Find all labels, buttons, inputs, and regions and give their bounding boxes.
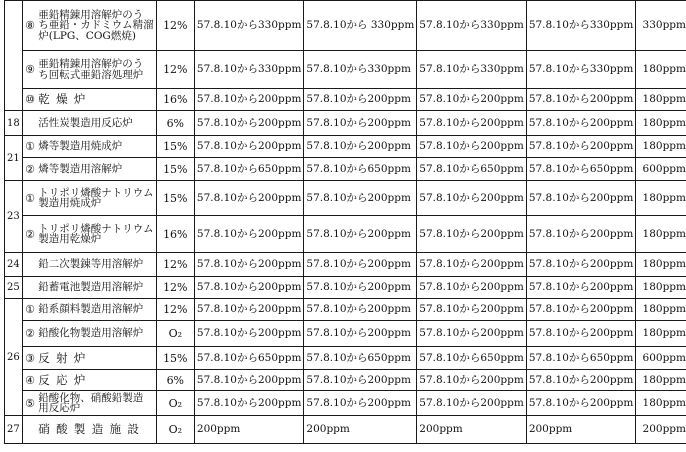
facility-name-cell: トリポリ燐酸ナトリウム製造用焼成炉 xyxy=(37,181,156,216)
facility-name-cell: 鉛蓄電池製造用溶解炉 xyxy=(37,277,156,299)
oxygen-standard-cell: 12% xyxy=(156,277,194,299)
facility-name-cell: 反応炉 xyxy=(37,370,156,391)
facility-name-cell: 燐等製造用焼成炉 xyxy=(37,136,156,158)
facility-name-cell: 鉛二次製錬等用溶解炉 xyxy=(37,253,156,277)
limit-value-cell: 57.8.10から200ppm xyxy=(304,321,417,347)
limit-value-cell: 57.8.10から200ppm xyxy=(526,89,636,111)
limit-value-cell: 57.8.10から330ppm xyxy=(417,1,527,51)
limit-value-cell: 180ppm xyxy=(636,181,686,216)
limit-value-cell: 57.8.10から200ppm xyxy=(194,321,304,347)
limit-value-cell: 180ppm xyxy=(636,111,686,136)
facility-name-cell: 反射炉 xyxy=(37,347,156,370)
table-row xyxy=(5,216,686,253)
limit-value-cell: 57.8.10から330ppm xyxy=(526,1,636,51)
limit-value-cell: 57.8.10から200ppm xyxy=(304,181,417,216)
limit-value-cell: 57.8.10から200ppm xyxy=(526,370,636,391)
limit-value-cell: 57.8.10から200ppm xyxy=(526,391,636,416)
sub-number-cell: ④ xyxy=(22,370,37,391)
oxygen-standard-cell: 15% xyxy=(156,181,194,216)
limit-value-cell: 57.8.10から200ppm xyxy=(526,216,636,253)
limit-value-cell: 57.8.10から200ppm xyxy=(194,181,304,216)
facility-name-cell: 乾燥炉 xyxy=(37,89,156,111)
limit-value-cell: 180ppm xyxy=(636,321,686,347)
sub-number-cell: ③ xyxy=(22,347,37,370)
limit-value-cell: 57.8.10から650ppm xyxy=(304,158,417,181)
limit-value-cell: 57.8.10から200ppm xyxy=(304,391,417,416)
table-row xyxy=(5,391,686,416)
limit-value-cell: 57.8.10から200ppm xyxy=(417,216,527,253)
sub-number-cell xyxy=(22,111,37,136)
limit-value-cell: 57.8.10から650ppm xyxy=(194,347,304,370)
oxygen-standard-cell: 15% xyxy=(156,158,194,181)
limit-value-cell: 57.8.10から200ppm xyxy=(526,181,636,216)
facility-name-cell: 燐等製造用溶解炉 xyxy=(37,158,156,181)
limit-value-cell: 57.8.10から330ppm xyxy=(417,51,527,89)
limit-value-cell: 57.8.10から200ppm xyxy=(526,277,636,299)
table-row xyxy=(5,347,686,370)
limit-value-cell: 57.8.10から200ppm xyxy=(304,277,417,299)
limit-value-cell: 180ppm xyxy=(636,253,686,277)
facility-name-cell: 鉛酸化物製造用溶解炉 xyxy=(37,321,156,347)
item-number-cell: 21 xyxy=(5,136,23,181)
limit-value-cell: 180ppm xyxy=(636,370,686,391)
limit-value-cell: 200ppm xyxy=(194,416,304,444)
oxygen-standard-cell: O₂ xyxy=(156,416,194,444)
sub-number-cell: ① xyxy=(22,181,37,216)
table-row xyxy=(5,89,686,111)
oxygen-standard-cell: O₂ xyxy=(156,391,194,416)
table-row xyxy=(5,321,686,347)
limit-value-cell: 57.8.10から650ppm xyxy=(194,158,304,181)
oxygen-standard-cell: 15% xyxy=(156,347,194,370)
facility-name-cell: 亜鉛精錬用溶解炉のうち亜鉛・カドミウム精溜炉(LPG、COG燃焼) xyxy=(37,1,156,51)
limit-value-cell: 57.8.10から200ppm xyxy=(417,89,527,111)
limit-value-cell: 180ppm xyxy=(636,216,686,253)
limit-value-cell: 57.8.10から200ppm xyxy=(194,299,304,321)
oxygen-standard-cell: 12% xyxy=(156,253,194,277)
limit-value-cell: 57.8.10から 330ppm xyxy=(304,1,417,51)
limit-value-cell: 57.8.10から200ppm xyxy=(194,89,304,111)
item-number-cell: 24 xyxy=(5,253,23,277)
limit-value-cell: 57.8.10から650ppm xyxy=(417,158,527,181)
limit-value-cell: 57.8.10から650ppm xyxy=(304,347,417,370)
limit-value-cell: 57.8.10から200ppm xyxy=(417,370,527,391)
facility-name-cell: 活性炭製造用反応炉 xyxy=(37,111,156,136)
limit-value-cell: 57.8.10から200ppm xyxy=(417,111,527,136)
limit-value-cell: 57.8.10から200ppm xyxy=(304,299,417,321)
limit-value-cell: 180ppm xyxy=(636,391,686,416)
limit-value-cell: 57.8.10から330ppm xyxy=(526,51,636,89)
table-row xyxy=(5,158,686,181)
sub-number-cell xyxy=(22,277,37,299)
table-row xyxy=(5,370,686,391)
limit-value-cell: 57.8.10から650ppm xyxy=(526,158,636,181)
facility-name-cell: 鉛酸化物、硝酸鉛製造用反応炉 xyxy=(37,391,156,416)
limit-value-cell: 57.8.10から200ppm xyxy=(417,136,527,158)
item-number-cell: 23 xyxy=(5,181,23,253)
item-number-cell: 18 xyxy=(5,111,23,136)
limit-value-cell: 57.8.10から200ppm xyxy=(417,321,527,347)
limit-value-cell: 57.8.10から200ppm xyxy=(304,216,417,253)
table-row xyxy=(5,111,686,136)
item-number-cell xyxy=(5,1,23,111)
limit-value-cell: 57.8.10から200ppm xyxy=(417,299,527,321)
facility-name-cell: 鉛系顔料製造用溶解炉 xyxy=(37,299,156,321)
facility-name-cell: トリポリ燐酸ナトリウム製造用乾燥炉 xyxy=(37,216,156,253)
limit-value-cell: 180ppm xyxy=(636,51,686,89)
limit-value-cell: 200ppm xyxy=(417,416,527,444)
limit-value-cell: 57.8.10から330ppm xyxy=(194,51,304,89)
limit-value-cell: 57.8.10から200ppm xyxy=(417,181,527,216)
emission-standards-table xyxy=(4,0,686,444)
limit-value-cell: 57.8.10から330ppm xyxy=(304,51,417,89)
limit-value-cell: 57.8.10から200ppm xyxy=(194,253,304,277)
sub-number-cell: ⑤ xyxy=(22,391,37,416)
sub-number-cell xyxy=(22,253,37,277)
limit-value-cell: 57.8.10から330ppm xyxy=(194,1,304,51)
table-row xyxy=(5,1,686,51)
sub-number-cell: ⑧ xyxy=(22,1,37,51)
oxygen-standard-cell: 12% xyxy=(156,51,194,89)
oxygen-standard-cell: 12% xyxy=(156,1,194,51)
oxygen-standard-cell: 12% xyxy=(156,299,194,321)
limit-value-cell: 180ppm xyxy=(636,299,686,321)
oxygen-standard-cell: 16% xyxy=(156,89,194,111)
limit-value-cell: 200ppm xyxy=(304,416,417,444)
limit-value-cell: 57.8.10から200ppm xyxy=(194,216,304,253)
table-row xyxy=(5,253,686,277)
limit-value-cell: 57.8.10から200ppm xyxy=(304,253,417,277)
limit-value-cell: 57.8.10から650ppm xyxy=(526,347,636,370)
limit-value-cell: 57.8.10から200ppm xyxy=(304,136,417,158)
sub-number-cell: ① xyxy=(22,136,37,158)
sub-number-cell: ⑩ xyxy=(22,89,37,111)
limit-value-cell: 180ppm xyxy=(636,277,686,299)
limit-value-cell: 57.8.10から200ppm xyxy=(194,111,304,136)
limit-value-cell: 180ppm xyxy=(636,136,686,158)
limit-value-cell: 57.8.10から200ppm xyxy=(526,299,636,321)
limit-value-cell: 57.8.10から200ppm xyxy=(526,111,636,136)
limit-value-cell: 330ppm xyxy=(636,1,686,51)
item-number-cell: 25 xyxy=(5,277,23,299)
item-number-cell: 26 xyxy=(5,299,23,416)
sub-number-cell xyxy=(22,416,37,444)
oxygen-standard-cell: 6% xyxy=(156,370,194,391)
sub-number-cell: ② xyxy=(22,216,37,253)
oxygen-standard-cell: O₂ xyxy=(156,321,194,347)
limit-value-cell: 57.8.10から200ppm xyxy=(526,253,636,277)
limit-value-cell: 57.8.10から650ppm xyxy=(417,347,527,370)
limit-value-cell: 57.8.10から200ppm xyxy=(194,136,304,158)
sub-number-cell: ⑨ xyxy=(22,51,37,89)
table-row xyxy=(5,136,686,158)
table-row xyxy=(5,299,686,321)
limit-value-cell: 600ppm xyxy=(636,158,686,181)
table-row xyxy=(5,51,686,89)
sub-number-cell: ② xyxy=(22,158,37,181)
table-row xyxy=(5,277,686,299)
limit-value-cell: 57.8.10から200ppm xyxy=(417,391,527,416)
limit-value-cell: 57.8.10から200ppm xyxy=(417,253,527,277)
limit-value-cell: 200ppm xyxy=(526,416,636,444)
limit-value-cell: 57.8.10から200ppm xyxy=(194,391,304,416)
oxygen-standard-cell: 16% xyxy=(156,216,194,253)
sub-number-cell: ① xyxy=(22,299,37,321)
limit-value-cell: 200ppm xyxy=(636,416,686,444)
facility-name-cell: 亜鉛精錬用溶解炉のうち回転式亜鉛溶処理炉 xyxy=(37,51,156,89)
limit-value-cell: 57.8.10から200ppm xyxy=(526,321,636,347)
limit-value-cell: 57.8.10から200ppm xyxy=(304,111,417,136)
limit-value-cell: 57.8.10から200ppm xyxy=(526,136,636,158)
item-number-cell: 27 xyxy=(5,416,23,444)
limit-value-cell: 57.8.10から200ppm xyxy=(304,89,417,111)
limit-value-cell: 57.8.10から200ppm xyxy=(304,370,417,391)
limit-value-cell: 600ppm xyxy=(636,347,686,370)
oxygen-standard-cell: 15% xyxy=(156,136,194,158)
limit-value-cell: 57.8.10から200ppm xyxy=(417,277,527,299)
facility-name-cell: 硝酸製造施設 xyxy=(37,416,156,444)
table-row xyxy=(5,181,686,216)
limit-value-cell: 57.8.10から200ppm xyxy=(194,277,304,299)
sub-number-cell: ② xyxy=(22,321,37,347)
table-row xyxy=(5,416,686,444)
oxygen-standard-cell: 6% xyxy=(156,111,194,136)
limit-value-cell: 180ppm xyxy=(636,89,686,111)
limit-value-cell: 57.8.10から200ppm xyxy=(194,370,304,391)
